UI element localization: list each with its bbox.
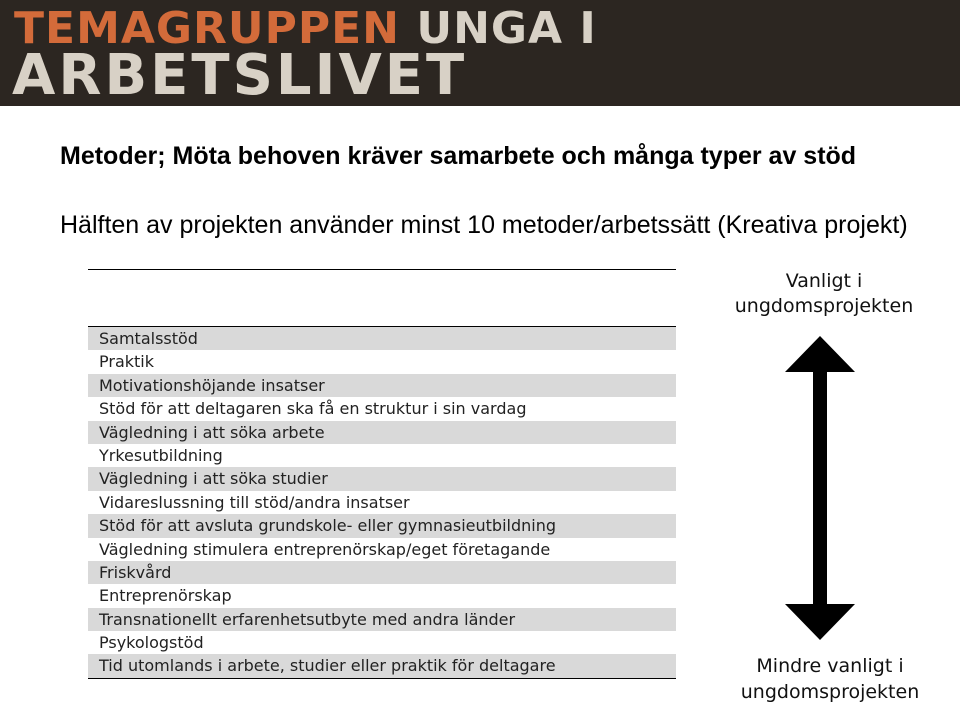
methods-list (88, 326, 676, 679)
method-row: Friskvård (88, 561, 676, 584)
arrow-head-down (785, 604, 855, 640)
scale-label-less-common: Mindre vanligt i ungdomsprojekten (740, 655, 920, 703)
subtitle-divider (88, 269, 676, 270)
method-row: Transnationellt erfarenhetsutbyte med andra länder (88, 608, 676, 631)
header-banner (0, 0, 960, 106)
method-row: Vidareslussning till stöd/andra insatser (88, 491, 676, 514)
slide-title: Metoder; Möta behoven kräver samarbete och många typer av stöd (60, 142, 857, 170)
method-row: Praktik (88, 350, 676, 373)
arrow-shaft (813, 370, 827, 606)
method-row: Samtalsstöd (88, 327, 676, 350)
method-row: Tid utomlands i arbete, studier eller praktik för deltagare (88, 654, 676, 677)
method-row: Vägledning i att söka studier (88, 467, 676, 490)
method-row: Stöd för att deltagaren ska få en struktur i sin vardag (88, 397, 676, 420)
logo-line-2: ARBETSLIVET (12, 43, 468, 108)
logo-word-temagruppen: TEMAGRUPPEN (14, 3, 401, 54)
arrow-head-up (785, 336, 855, 372)
double-arrow-icon (780, 336, 860, 640)
method-row: Motivationshöjande insatser (88, 374, 676, 397)
method-row: Stöd för att avsluta grundskole- eller gymnasieutbildning (88, 514, 676, 537)
method-row: Psykologstöd (88, 631, 676, 654)
scale-label-common: Vanligt i ungdomsprojekten (734, 270, 914, 317)
method-row: Vägledning i att söka arbete (88, 421, 676, 444)
slide-subtitle: Hälften av projekten använder minst 10 metoder/arbetssätt (Kreativa projekt) (60, 211, 908, 239)
method-row: Vägledning stimulera entreprenörskap/eget företagande (88, 538, 676, 561)
method-row: Yrkesutbildning (88, 444, 676, 467)
logo-word-unga-i: UNGA I (416, 3, 597, 54)
method-row: Entreprenörskap (88, 584, 676, 607)
